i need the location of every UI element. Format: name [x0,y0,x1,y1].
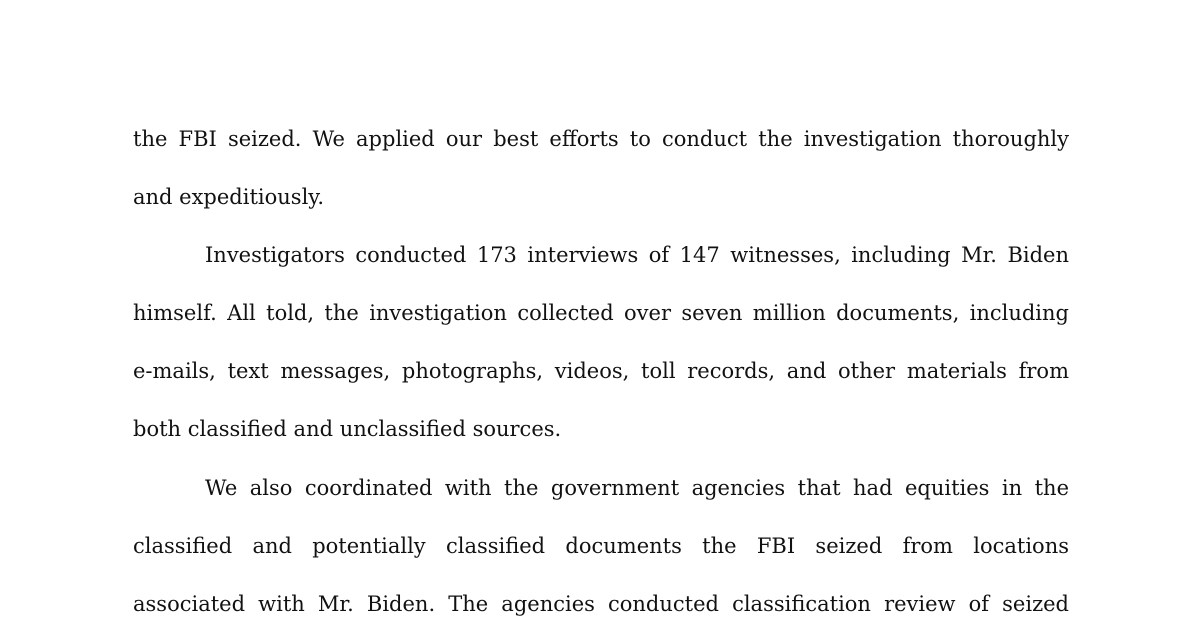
paragraph-first-line: We also coordinated with the government agencies that had equities in the [205,476,1069,500]
text-line: the FBI seized. We applied our best efforts to conduct the investigation thoroughly [133,127,1069,151]
text-line: both classified and unclassified sources. [133,417,562,441]
paragraph-first-line: Investigators conducted 173 interviews of 147 witnesses, including Mr. Biden [205,243,1069,267]
text-line: e-mails, text messages, photographs, videos, toll records, and other materials from [133,359,1069,383]
text-line: himself. All told, the investigation collected over seven million documents, including [133,301,1069,325]
text-line: associated with Mr. Biden. The agencies conducted classification review of seized [133,592,1069,616]
text-line: and expeditiously. [133,185,325,209]
text-line: classified and potentially classified documents the FBI seized from locations [133,534,1069,558]
